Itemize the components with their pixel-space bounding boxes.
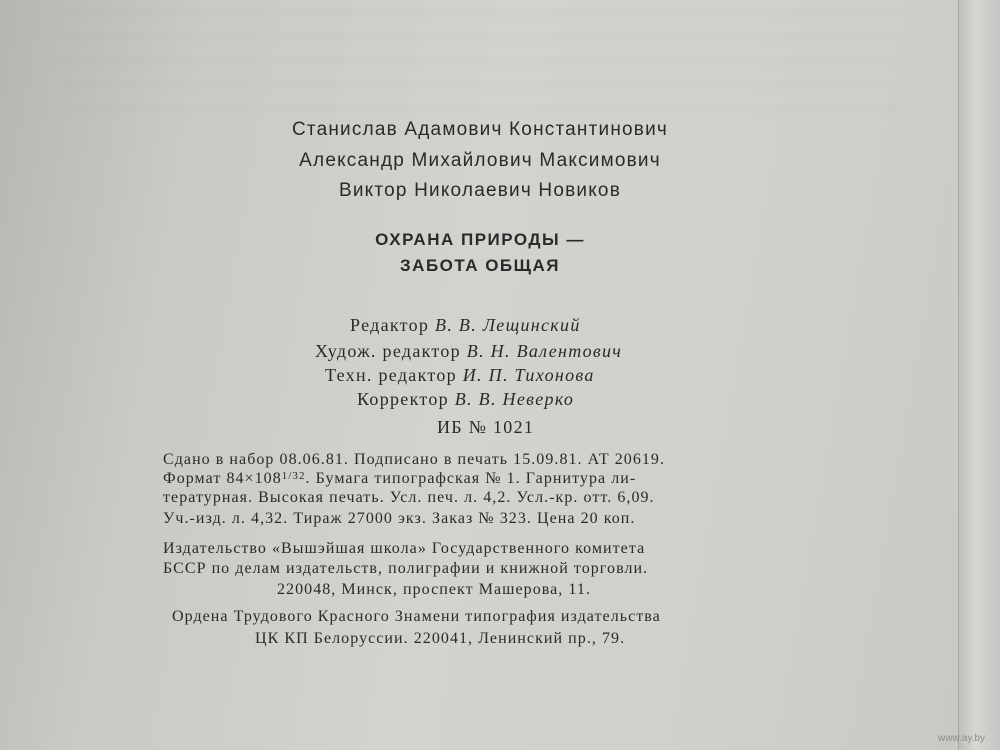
credit-editor <box>350 316 581 334</box>
publisher-line-1: Издательство «Вышэйшая школа» Государственного комитета <box>163 540 646 557</box>
credit-role: Корректор <box>357 389 449 409</box>
credit-proofreader <box>357 390 574 408</box>
credit-role: Техн. редактор <box>325 365 457 385</box>
credit-name: В. Н. Валентович <box>466 341 623 361</box>
credit-role: Худож. редактор <box>315 341 461 361</box>
publisher-line-2: БССР по делам издательств, полиграфии и книжной торговли. <box>163 560 649 577</box>
book-title-line-2: ЗАБОТА ОБЩАЯ <box>400 256 560 275</box>
production-line-1: Сдано в набор 08.06.81. Подписано в печать 15.09.81. АТ 20619. <box>163 451 666 468</box>
publisher-line-3: 220048, Минск, проспект Машерова, 11. <box>277 581 591 598</box>
production-line-4: Уч.-изд. л. 4,32. Тираж 27000 экз. Заказ № 323. Цена 20 коп. <box>163 510 636 527</box>
format-label: Формат 84×108 <box>163 470 282 487</box>
credit-tech-editor <box>325 366 595 384</box>
printer-line-1: Ордена Трудового Красного Знамени типография издательства <box>172 608 661 625</box>
credit-name: И. П. Тихонова <box>462 365 595 385</box>
paper-type: . Бумага типографская № 1. Гарнитура ли- <box>305 470 637 487</box>
credit-name: В. В. Лещинский <box>435 315 581 335</box>
production-line-3: тературная. Высокая печать. Усл. печ. л. 4,2. Усл.-кр. отт. 6,09. <box>163 489 655 506</box>
ib-number: ИБ № 1021 <box>437 417 535 437</box>
watermark: www.ay.by <box>938 733 986 744</box>
format-fraction: 1/32 <box>281 470 306 482</box>
author-2: Александр Михайлович Максимович <box>299 150 661 171</box>
book-title-line-1: ОХРАНА ПРИРОДЫ — <box>375 230 585 249</box>
credit-art-editor <box>315 342 622 360</box>
production-line-2 <box>163 471 636 487</box>
author-1: Станислав Адамович Константинович <box>291 119 668 140</box>
credit-name: В. В. Неверко <box>454 389 575 409</box>
author-3: Виктор Николаевич Новиков <box>338 180 621 201</box>
printer-line-2: ЦК КП Белоруссии. 220041, Ленинский пр., 79. <box>255 630 626 647</box>
next-page-edge <box>958 0 1000 750</box>
credit-role: Редактор <box>350 315 430 335</box>
show-through-text <box>60 0 900 110</box>
